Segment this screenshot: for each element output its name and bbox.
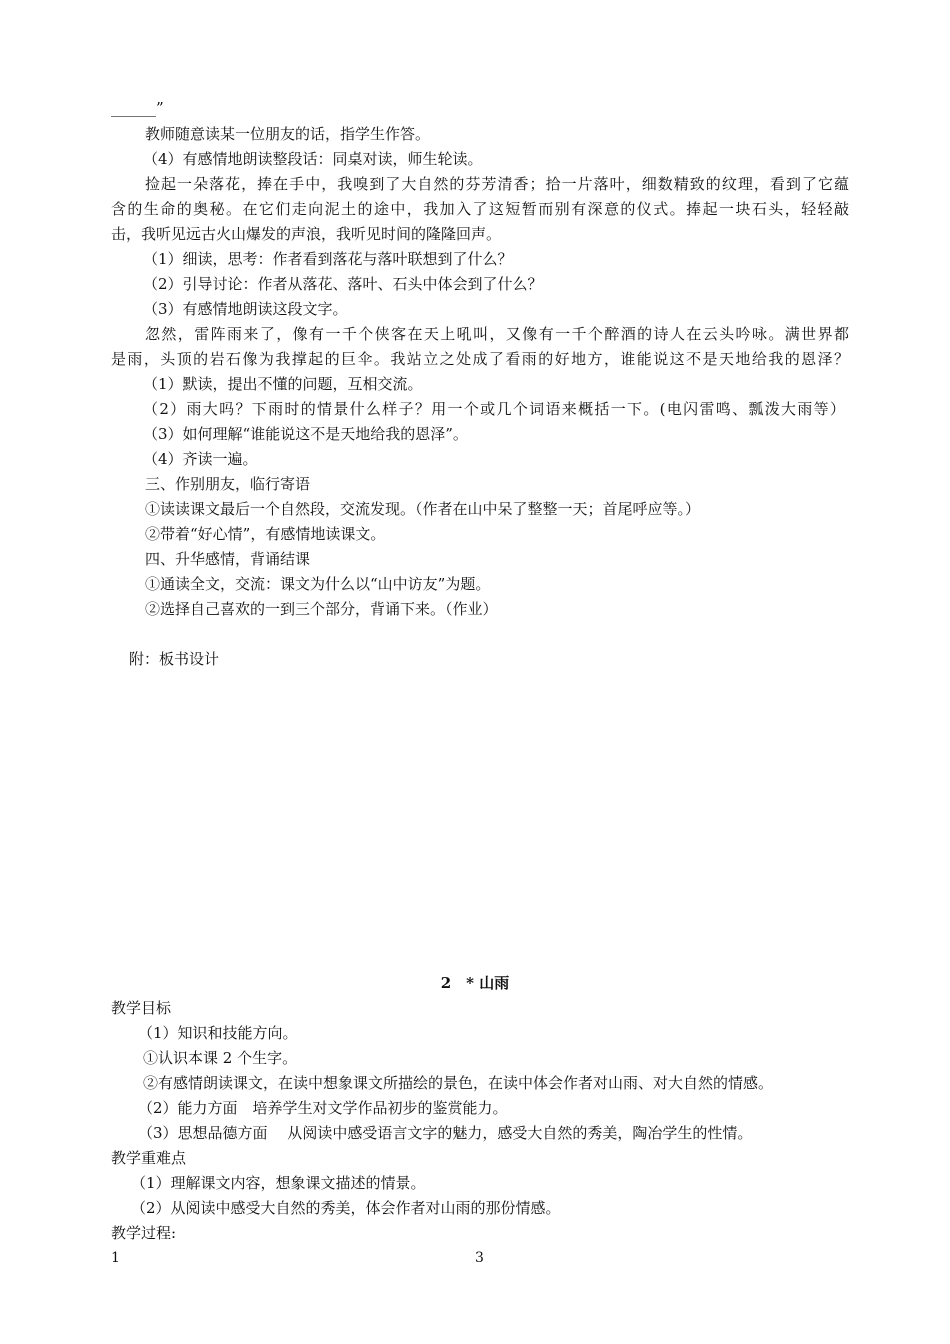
text-line: （1）理解课文内容，想象课文描述的情景。 [131, 1174, 426, 1192]
blank-line: ______” [111, 99, 164, 117]
section-heading: 四、升华感情，背诵结课 [145, 550, 311, 568]
appendix-label: 附：板书设计 [129, 650, 220, 668]
section-heading: 教学重难点 [111, 1149, 187, 1167]
text-line: （3）如何理解“谁能说这不是天地给我的恩泽”。 [143, 425, 468, 443]
footer-page-number: 3 [475, 1250, 484, 1266]
paragraph-line: 是雨，头顶的岩石像为我撑起的巨伞。我站立之处成了看雨的好地方，谁能说这不是天地给我的恩泽？ [111, 350, 849, 368]
text-line: （1）默读，提出不懂的问题，互相交流。 [143, 375, 423, 393]
text-line: （2）从阅读中感受大自然的秀美，体会作者对山雨的那份情感。 [131, 1199, 561, 1217]
text-line: （1）细读，思考：作者看到落花与落叶联想到了什么？ [143, 250, 513, 268]
section-heading: 教学目标 [111, 999, 172, 1017]
text-line: ①认识本课 2 个生字。 [143, 1049, 298, 1067]
text-line: 教师随意读某一位朋友的话，指学生作答。 [145, 125, 431, 143]
section-heading: 教学过程: [111, 1224, 177, 1242]
text-line: ②带着“好心情”，有感情地读课文。 [145, 525, 386, 543]
paragraph-line: 含的生命的奥秘。在它们走向泥土的途中，我加入了这短暂而别有深意的仪式。捧起一块石头，轻轻敲 [111, 200, 849, 218]
paragraph-line: 忽然，雷阵雨来了，像有一千个侠客在天上吼叫，又像有一千个醉酒的诗人在云头吟咏。满世界都 [145, 325, 849, 343]
text-line: （3）有感情地朗读这段文字。 [143, 300, 348, 318]
text-line: （2）引导讨论：作者从落花、落叶、石头中体会到了什么？ [143, 275, 543, 293]
section-heading: 三、作别朋友，临行寄语 [145, 475, 311, 493]
text-line: （1）知识和技能方向。 [138, 1024, 298, 1042]
text-line: （2）能力方面 培养学生对文学作品初步的鉴赏能力。 [138, 1099, 508, 1117]
text-line: （2）雨大吗？下雨时的情景什么样子？用一个或几个词语来概括一下。(电闪雷鸣、瓢泼大雨等） [143, 400, 845, 418]
lesson-title: 2 * 山雨 [440, 974, 510, 992]
paragraph-line: 捡起一朵落花，捧在手中，我嗅到了大自然的芬芳清香；拾一片落叶，细数精致的纹理，看到了它蕴 [145, 175, 849, 193]
text-line: （4）齐读一遍。 [143, 450, 258, 468]
text-line: ①读读课文最后一个自然段，交流发现。（作者在山中呆了整整一天；首尾呼应等。） [145, 500, 701, 518]
text-line: （4）有感情地朗读整段话：同桌对读，师生轮读。 [143, 150, 483, 168]
footer-page-left: 1 [111, 1250, 120, 1266]
paragraph-line: 击，我听见远古火山爆发的声浪，我听见时间的隆隆回声。 [111, 225, 502, 243]
text-line: ①通读全文，交流：课文为什么以“山中访友”为题。 [145, 575, 491, 593]
text-line: ②有感情朗读课文，在读中想象课文所描绘的景色，在读中体会作者对山雨、对大自然的情感。 [143, 1074, 774, 1092]
text-line: （3）思想品德方面 从阅读中感受语言文字的魅力，感受大自然的秀美，陶冶学生的性情。 [138, 1124, 753, 1142]
text-line: ②选择自己喜欢的一到三个部分，背诵下来。（作业） [145, 600, 498, 618]
